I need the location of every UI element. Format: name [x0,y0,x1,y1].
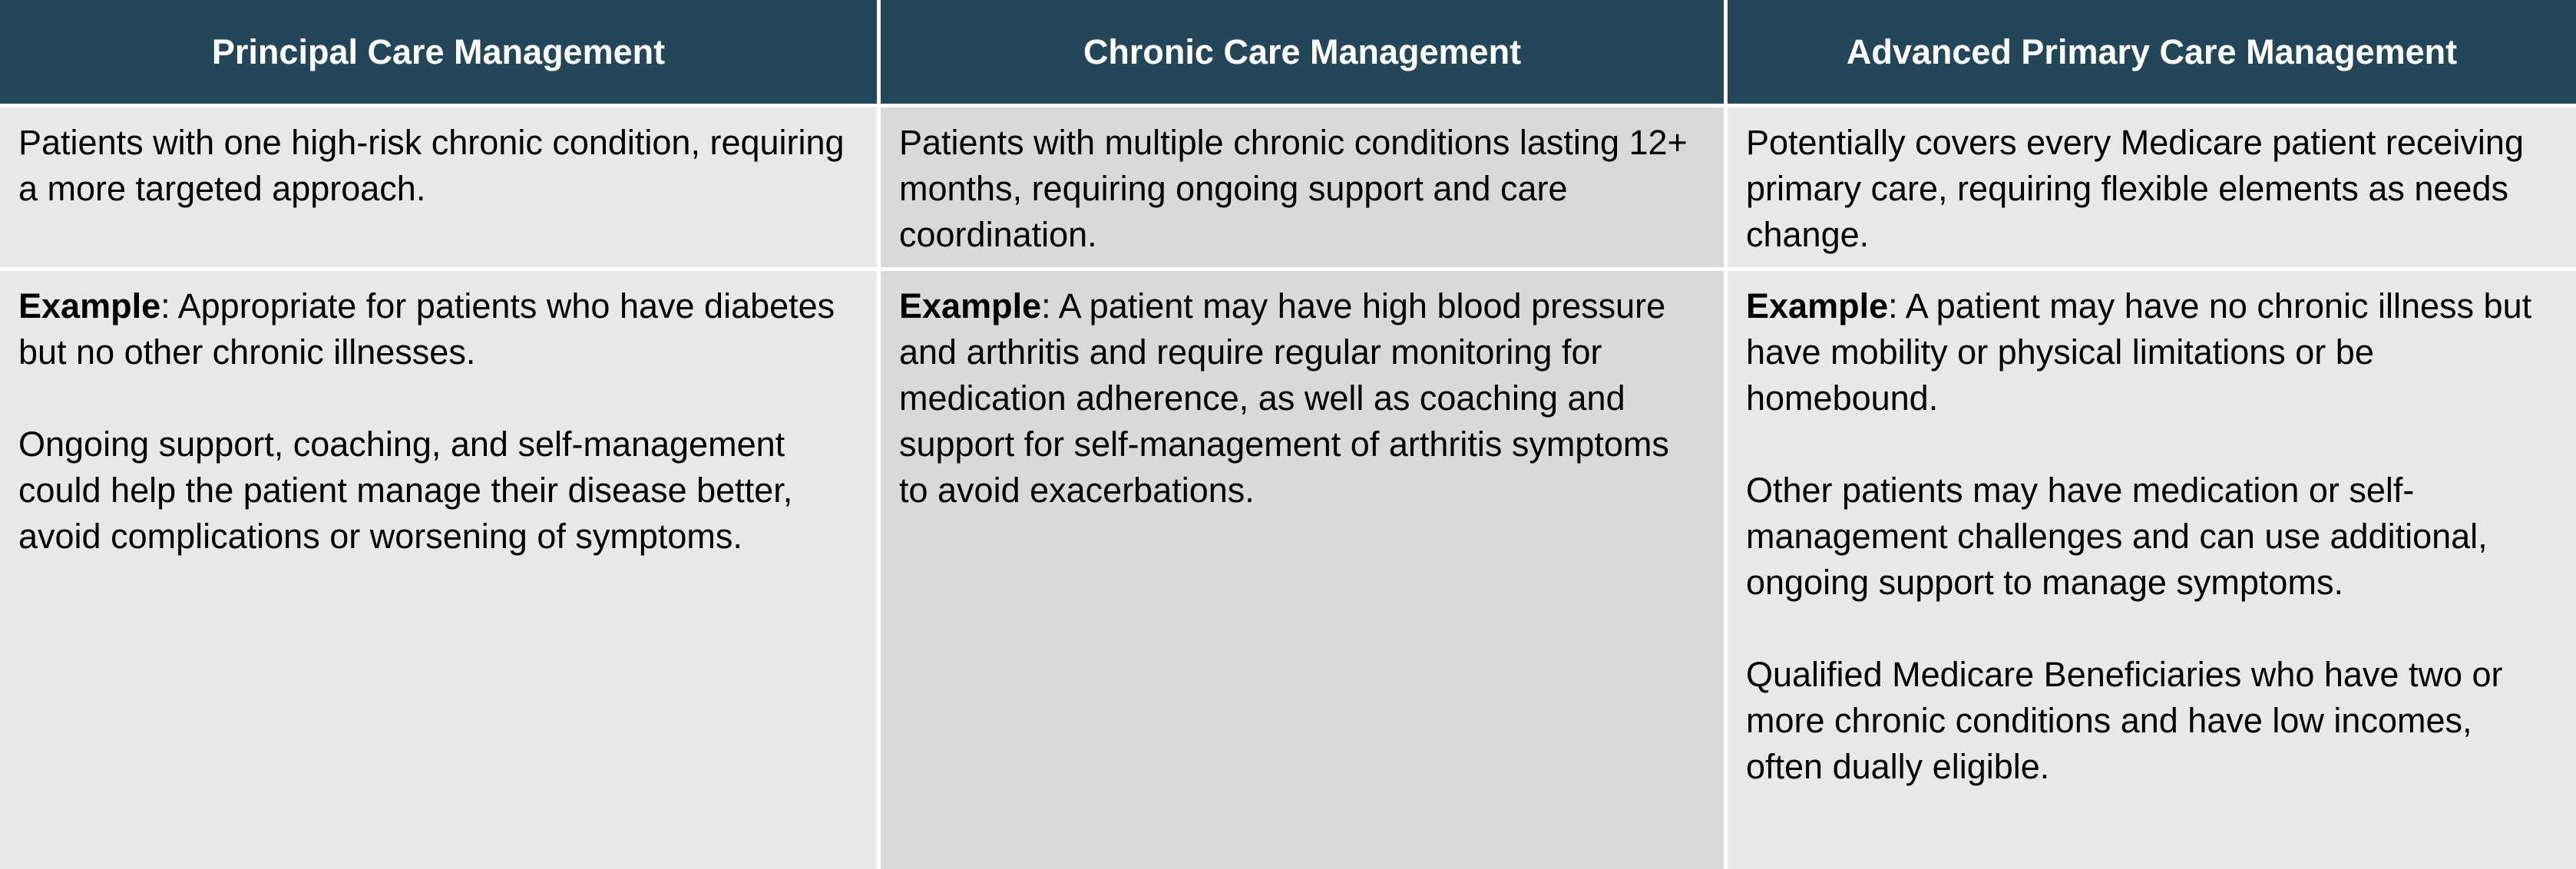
example-paragraph [899,283,1705,514]
example-principal-care [0,271,881,869]
example-text: : A patient may have no chronic illness but have mobility or physical limitations or be homebound. [1746,286,2532,418]
example-row [0,271,2576,869]
header-principal-care-management: Principal Care Management [0,0,881,107]
header-chronic-care-management: Chronic Care Management [881,0,1728,107]
example-paragraph [18,283,858,375]
example-paragraph: Ongoing support, coaching, and self-management could help the patient manage their disease better, avoid complications or worsening of symptoms. [18,425,793,556]
example-paragraph: Qualified Medicare Beneficiaries who have two or more chronic conditions and have low incomes, often dually eligible. [1746,655,2503,786]
example-text: : A patient may have high blood pressure and arthritis and require regular monitoring for medication adherence, as well as coaching and support for self-management of arthritis symptoms to avoid exacerbations. [899,286,1669,510]
description-row [0,107,2576,271]
description-text: Patients with multiple chronic conditions lasting 12+ months, requiring ongoing support and care coordination. [899,123,1688,254]
example-text: : Appropriate for patients who have diabetes but no other chronic illnesses. [18,286,835,372]
example-paragraph: Other patients may have medication or self-management challenges and can use additional, ongoing support to manage symptoms. [1746,471,2488,602]
example-chronic-care [881,271,1728,869]
description-principal-care [0,107,881,271]
header-row [0,0,2576,107]
description-chronic-care [881,107,1728,271]
example-paragraph [1746,283,2558,421]
description-advanced-primary-care [1728,107,2576,271]
example-advanced-primary-care [1728,271,2576,869]
description-text: Patients with one high-risk chronic condition, requiring a more targeted approach. [18,123,845,208]
description-text: Potentially covers every Medicare patient receiving primary care, requiring flexible elements as needs change. [1746,123,2524,254]
header-advanced-primary-care-management: Advanced Primary Care Management [1728,0,2576,107]
example-label: Example [899,286,1042,325]
example-label: Example [1746,286,1889,325]
example-label: Example [18,286,161,325]
